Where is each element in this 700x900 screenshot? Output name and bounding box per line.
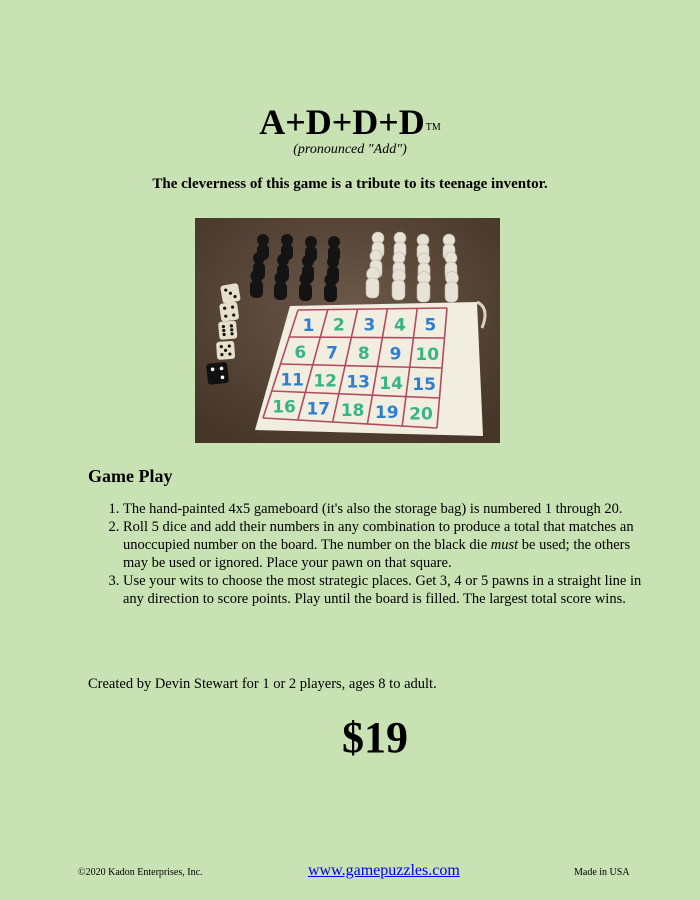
trademark-symbol: TM (425, 122, 441, 133)
made-in-label: Made in USA (574, 867, 630, 878)
website-link[interactable]: www.gamepuzzles.com (308, 862, 460, 879)
board-number: 2 (332, 315, 345, 336)
rule-item (123, 500, 653, 518)
board-number: 7 (326, 343, 338, 364)
rule-item (123, 518, 653, 572)
rules-list (88, 500, 653, 608)
rule-emphasis: must (490, 537, 519, 553)
board-number: 17 (306, 399, 331, 420)
board-number: 13 (346, 372, 370, 393)
board-number: 6 (294, 343, 307, 364)
copyright-notice: ©2020 Kadon Enterprises, Inc. (78, 867, 203, 878)
price: $19 (342, 713, 408, 762)
credit-line: Created by Devin Stewart for 1 or 2 players, ages 8 to adult. (88, 676, 437, 692)
board-number: 19 (374, 402, 399, 423)
board-number: 11 (280, 370, 305, 391)
board-number: 3 (363, 315, 376, 336)
board-number: 16 (272, 397, 296, 418)
board-number: 4 (393, 315, 406, 336)
board-grid-line (289, 337, 444, 338)
board-number: 18 (340, 401, 365, 422)
rule-text: be used; the others may be used or ignored. Place your pawn on that square. (123, 537, 631, 571)
tagline: The cleverness of this game is a tribute to its teenage inventor. (152, 176, 548, 192)
board-number: 10 (415, 345, 440, 366)
board-number: 15 (412, 374, 436, 395)
product-photo (195, 218, 500, 443)
title-text: A+D+D+D (259, 102, 425, 142)
pronunciation-subtitle: (pronounced "Add") (293, 142, 407, 157)
rule-text: The hand-painted 4x5 gameboard (it's also the storage bag) is numbered 1 through 20. (123, 501, 623, 517)
board-number: 9 (389, 344, 402, 365)
rule-text: Roll 5 dice and add their numbers in any combination to produce a total that matches an unoccupied number on the board. The number on the black die (123, 519, 634, 553)
rule-item (123, 572, 653, 608)
board-number: 1 (302, 315, 315, 336)
game-play-heading: Game Play (88, 466, 173, 486)
board-number: 8 (357, 344, 370, 365)
board-number: 14 (379, 373, 403, 394)
rule-text: Use your wits to choose the most strategic places. Get 3, 4 or 5 pawns in a straight line in any direction to score points. Play until the board is filled. The largest total score wins. (123, 573, 642, 607)
board-number: 20 (409, 404, 433, 425)
board-number: 12 (313, 371, 338, 392)
board-number: 5 (424, 315, 437, 336)
